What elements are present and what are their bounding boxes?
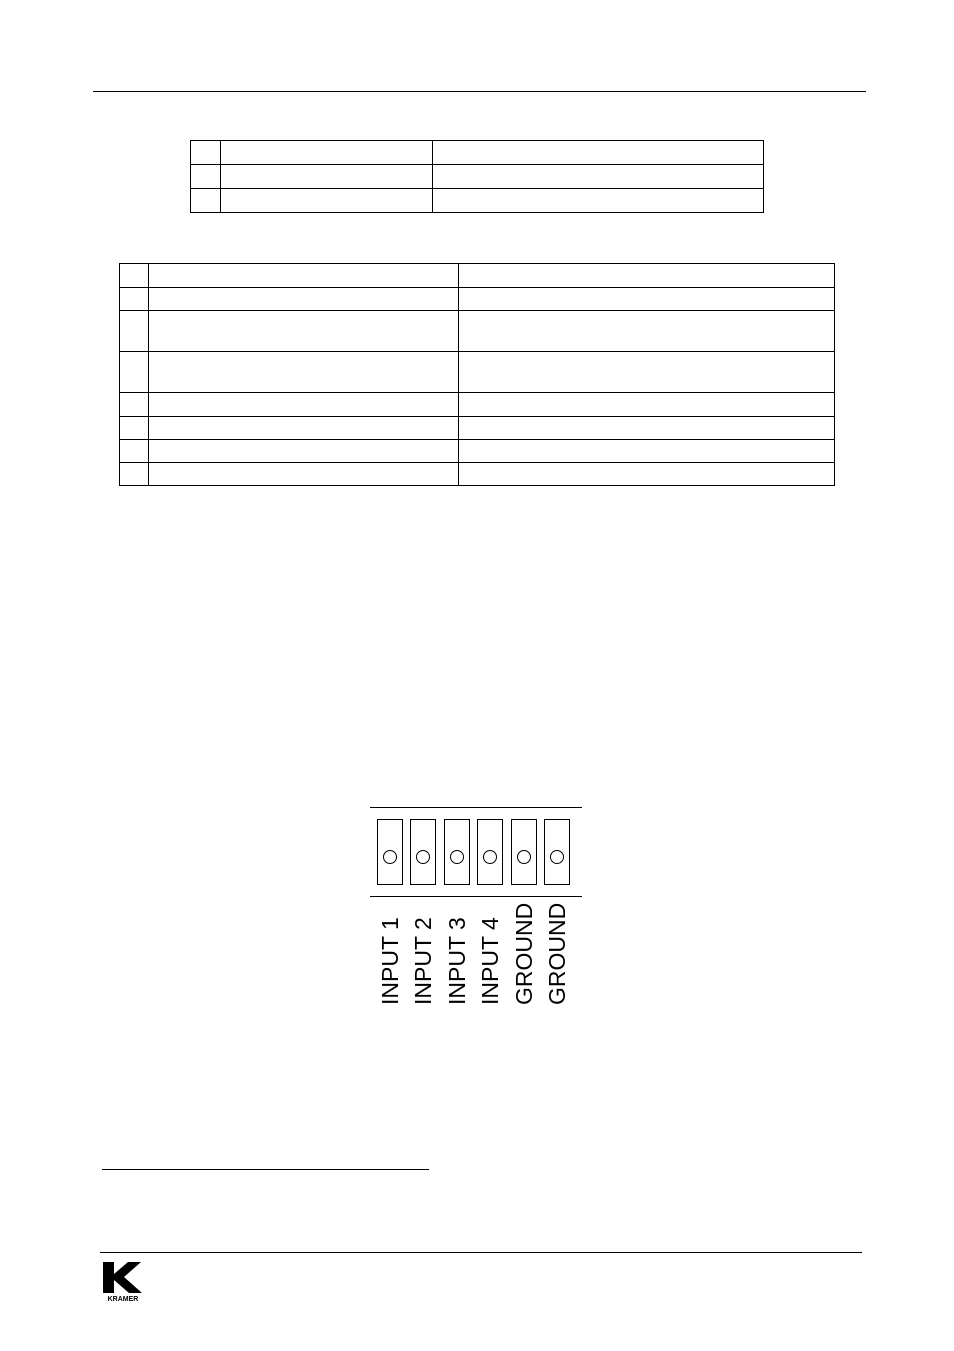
footer-rule: [100, 1252, 862, 1253]
table-cell: [459, 352, 835, 393]
table-cell: [120, 264, 149, 288]
footnote-separator: [102, 1169, 429, 1170]
table-row: [120, 311, 835, 352]
terminal-label-input-4: INPUT 4: [477, 917, 503, 1005]
table-cell: [221, 141, 433, 165]
table-cell: [459, 393, 835, 417]
table-cell: [120, 417, 149, 440]
table-cell: [459, 463, 835, 486]
table-cell: [191, 141, 221, 165]
table-cell: [221, 189, 433, 213]
terminal-input-3: [444, 819, 470, 885]
table-small: [190, 140, 764, 213]
table-cell: [120, 352, 149, 393]
screw-hole-icon: [383, 850, 397, 864]
table-row: [120, 288, 835, 311]
table-cell: [459, 440, 835, 463]
table-cell: [459, 417, 835, 440]
table-cell: [149, 264, 459, 288]
table-cell: [191, 165, 221, 189]
screw-hole-icon: [517, 850, 531, 864]
table-cell: [120, 311, 149, 352]
table-row: [120, 463, 835, 486]
header-rule: [93, 91, 866, 92]
table-cell: [433, 141, 764, 165]
table-cell: [221, 165, 433, 189]
terminal-input-4: [477, 819, 503, 885]
terminal-ground-2: [544, 819, 570, 885]
table-row: [120, 417, 835, 440]
table-cell: [149, 311, 459, 352]
table-row: [120, 440, 835, 463]
terminal-label-ground-2: GROUND: [544, 902, 570, 1005]
table-cell: [459, 264, 835, 288]
terminal-ground-1: [511, 819, 537, 885]
kramer-logo-mark: [100, 1260, 146, 1302]
table-cell: [149, 440, 459, 463]
table-row: [191, 141, 764, 165]
table-large: [119, 263, 835, 486]
terminal-block-diagram: [368, 805, 584, 1015]
terminal-input-2: [410, 819, 436, 885]
terminal-top-rule: [370, 807, 582, 808]
screw-hole-icon: [450, 850, 464, 864]
table-row: [120, 352, 835, 393]
table-cell: [433, 165, 764, 189]
terminal-label-input-3: INPUT 3: [444, 917, 470, 1005]
table-cell: [120, 463, 149, 486]
screw-hole-icon: [416, 850, 430, 864]
table-cell: [149, 463, 459, 486]
screw-hole-icon: [550, 850, 564, 864]
table-cell: [149, 352, 459, 393]
table-cell: [433, 189, 764, 213]
table-cell: [149, 417, 459, 440]
table-cell: [120, 288, 149, 311]
terminal-label-input-2: INPUT 2: [410, 917, 436, 1005]
terminal-label-input-1: INPUT 1: [377, 917, 403, 1005]
kramer-logo-icon: [100, 1260, 146, 1302]
screw-hole-icon: [483, 850, 497, 864]
table-row: [120, 264, 835, 288]
table-cell: [120, 440, 149, 463]
terminal-label-ground-1: GROUND: [511, 902, 537, 1005]
table-cell: [120, 393, 149, 417]
terminal-bottom-rule: [370, 896, 582, 897]
table-cell: [149, 288, 459, 311]
table-cell: [459, 288, 835, 311]
table-cell: [191, 189, 221, 213]
table-row: [191, 189, 764, 213]
table-row: [120, 393, 835, 417]
table-row: [191, 165, 764, 189]
logo-text: KRAMER: [107, 1296, 139, 1302]
terminal-input-1: [377, 819, 403, 885]
table-cell: [149, 393, 459, 417]
table-cell: [459, 311, 835, 352]
